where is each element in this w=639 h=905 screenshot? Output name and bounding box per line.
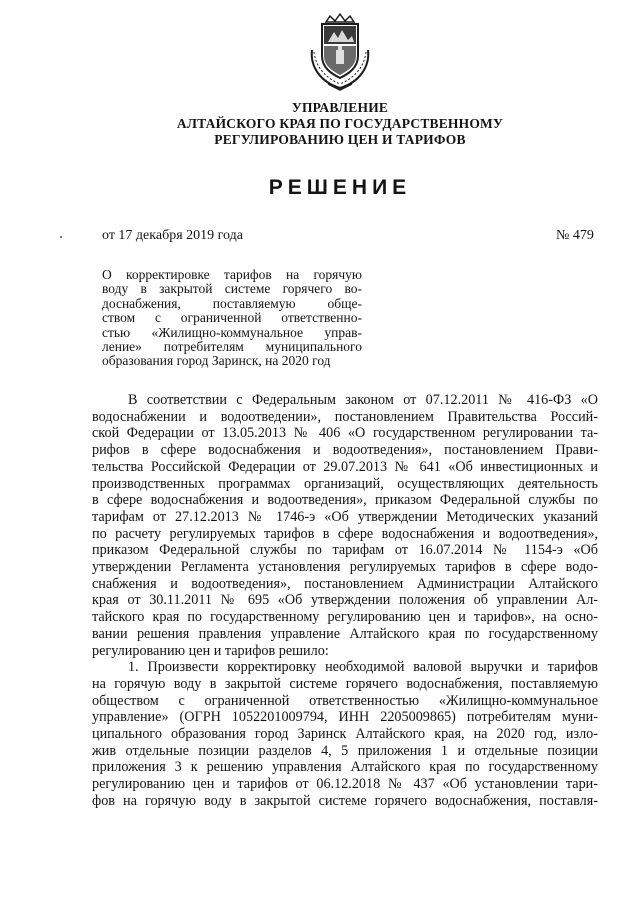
document-body bbox=[92, 392, 598, 810]
body-line: тайского края по государственному регулированию цен и тарифов», на осно- bbox=[92, 609, 598, 626]
body-line: фов на горячую воду в закрытой системе горячего водоснабжения, поставля- bbox=[92, 792, 598, 809]
body-line: вании решения правления управление Алтайского края по государственному bbox=[92, 625, 598, 642]
coat-of-arms-emblem bbox=[302, 12, 378, 92]
body-line: ципального образования город Заринск Алтайского края, на 2020 год, изло- bbox=[92, 726, 598, 743]
document-number: № 479 bbox=[556, 228, 594, 243]
scan-speck bbox=[60, 236, 62, 238]
subject-line: воду в закрытой системе горячего во- bbox=[102, 281, 362, 297]
subject-line: ством с ограниченной ответственно- bbox=[102, 310, 362, 326]
body-line: водоснабжении и водоотведении», постановлением Правительства Россий- bbox=[92, 408, 598, 425]
body-line: обществом с ограниченной ответственностью «Жилищно-коммунальное bbox=[92, 692, 598, 709]
body-line: В соответствии с Федеральным законом от 07.12.2011 № 416-ФЗ «О bbox=[128, 392, 598, 408]
agency-line-1: УПРАВЛЕНИЕ bbox=[291, 100, 389, 115]
body-line: по расчету регулируемых тарифов в сфере водоснабжения и водоотведения», bbox=[92, 525, 598, 542]
body-line: регулированию цен и тарифов от 06.12.2018 № 437 «Об установлении тари- bbox=[92, 776, 598, 793]
document-subject bbox=[102, 268, 362, 369]
subject-line: ление» потребителям муниципального bbox=[102, 339, 362, 355]
body-line: приложения 3 к решению управления Алтайского края по государственному bbox=[92, 759, 598, 776]
agency-line-3: РЕГУЛИРОВАНИЮ ЦЕН И ТАРИФОВ bbox=[214, 132, 466, 147]
subject-line: образования город Заринск, на 2020 год bbox=[102, 353, 331, 369]
body-line: ской Федерации от 13.05.2013 № 406 «О государственном регулировании та- bbox=[92, 425, 598, 442]
body-line: жив отдельные позиции разделов 4, 5 приложения 1 и отдельные позиции bbox=[92, 742, 598, 759]
document-type-title: РЕШЕНИЕ bbox=[268, 176, 412, 199]
body-line: приказом Федеральной службы по тарифам от 16.07.2014 № 1154-э «Об bbox=[92, 542, 598, 559]
body-line: края от 30.11.2011 № 695 «Об утверждении положения об управлении Ал- bbox=[92, 592, 598, 609]
issuing-agency-name bbox=[150, 100, 530, 148]
body-line: на горячую воду в закрытой системе горячего водоснабжения, поставляемую bbox=[92, 675, 598, 692]
body-line: тельства Российской Федерации от 29.07.2013 № 641 «Об инвестиционных и bbox=[92, 458, 598, 475]
agency-line-2: АЛТАЙСКОГО КРАЯ ПО ГОСУДАРСТВЕННОМУ bbox=[176, 116, 504, 131]
body-line: регулированию цен и тарифов решило: bbox=[92, 642, 329, 659]
body-line: тарифам от 27.12.2013 № 1746-э «Об утверждении Методических указаний bbox=[92, 508, 598, 525]
subject-line: доснабжения, поставляемую обще- bbox=[102, 295, 362, 311]
body-line: рифов в сфере водоснабжения и водоотведения», постановлением Прави- bbox=[92, 442, 598, 459]
document-date: от 17 декабря 2019 года bbox=[102, 228, 243, 243]
body-line: производственных программах организаций, осуществляющих деятельность bbox=[92, 475, 598, 492]
subject-line: стью «Жилищно-коммунальное управ- bbox=[102, 324, 362, 340]
subject-line: О корректировке тарифов на горячую bbox=[102, 267, 362, 282]
body-line: утверждении Регламента установления регулируемых тарифов в сфере водо- bbox=[92, 559, 598, 576]
body-line: управление» (ОГРН 1052201009794, ИНН 2205009865) потребителям муни- bbox=[92, 709, 598, 726]
body-line: снабжения и водоотведения», постановлением Администрации Алтайского bbox=[92, 575, 598, 592]
body-line: в сфере водоснабжения и водоотведения», приказом Федеральной службы по bbox=[92, 492, 598, 509]
body-line: 1. Произвести корректировку необходимой валовой выручки и тарифов bbox=[128, 659, 598, 676]
